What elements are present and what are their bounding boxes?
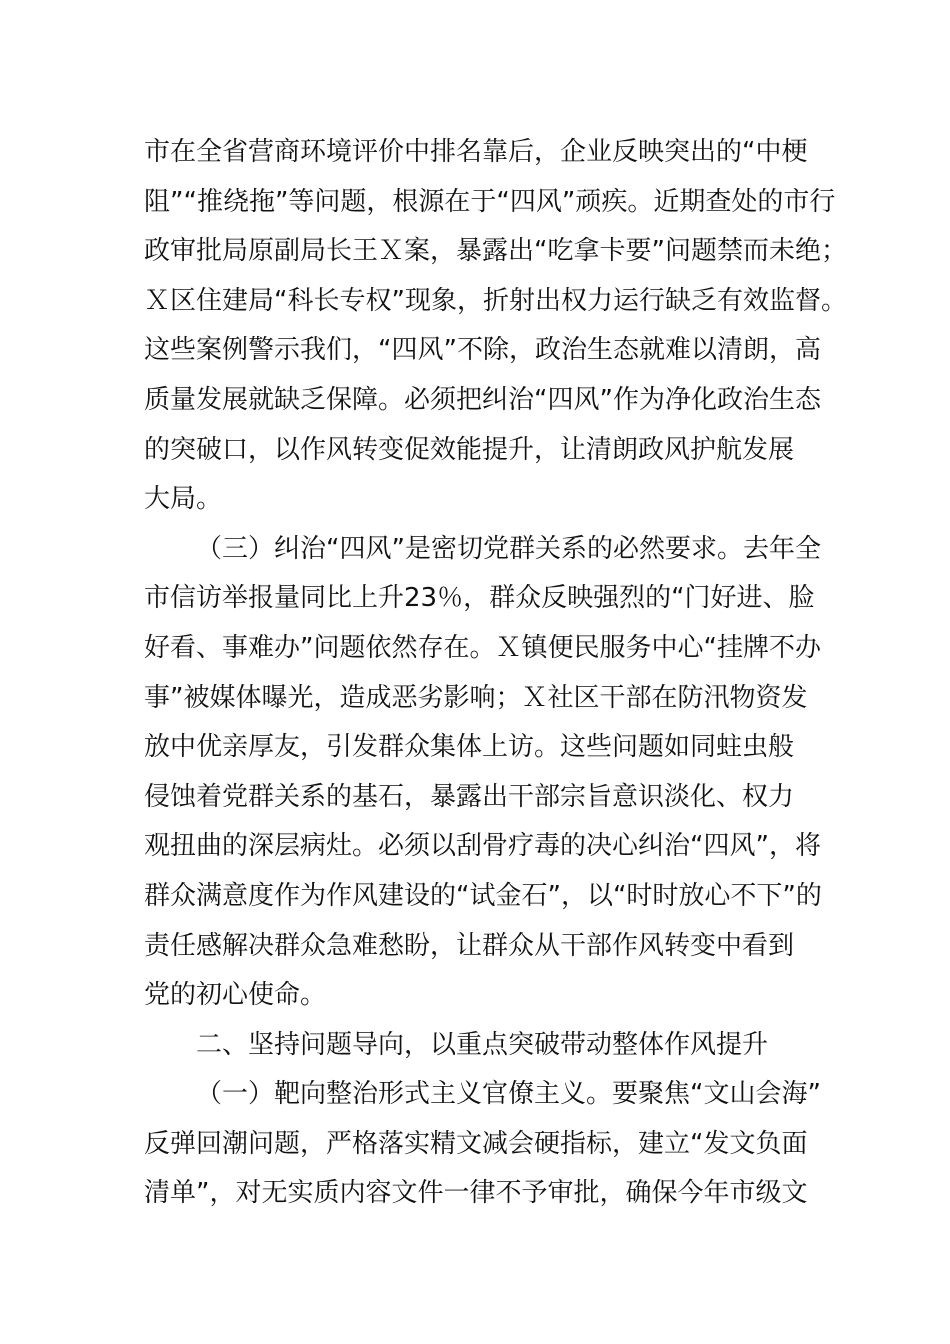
- text-line: 市信访举报量同比上升23％，群众反映强烈的“门好进、脸: [144, 583, 815, 614]
- text-line: 政审批局原副局长王Ｘ案，暴露出“吃拿卡要”问题禁而未绝；: [144, 236, 847, 267]
- text-line: 反弹回潮问题，严格落实精文减会硬指标，建立“发文负面: [144, 1128, 808, 1159]
- text-line: 清单”，对无实质内容文件一律不予审批，确保今年市级文: [144, 1178, 808, 1209]
- text-line: 大局。: [144, 484, 223, 515]
- text-line: 事”被媒体曝光，造成恶劣影响；Ｘ社区干部在防汛物资发: [144, 682, 808, 713]
- text-line: 好看、事难办”问题依然存在。Ｘ镇便民服务中心“挂牌不办: [144, 632, 821, 663]
- text-line: 放中优亲厚友，引发群众集体上访。这些问题如同蛀虫般: [144, 732, 795, 763]
- text-line: 观扭曲的深层病灶。必须以刮骨疗毒的决心纠治“四风”，将: [144, 831, 821, 862]
- text-line: 阻”“推绕拖”等问题，根源在于“四风”顽疾。近期查处的市行: [144, 186, 836, 217]
- document-body: [144, 128, 847, 1219]
- text-line: 群众满意度作为作风建设的“试金石”，以“时时放心不下”的: [144, 880, 822, 911]
- text-line: （三）纠治“四风”是密切党群关系的必然要求。去年全: [196, 533, 821, 564]
- text-line: 二、坚持问题导向，以重点突破带动整体作风提升: [196, 1029, 769, 1060]
- text-line: 党的初心使命。: [144, 980, 327, 1011]
- text-line: （一）靶向整治形式主义官僚主义。要聚焦“文山会海”: [196, 1079, 821, 1110]
- text-line: 的突破口，以作风转变促效能提升，让清朗政风护航发展: [144, 434, 795, 465]
- text-line: 质量发展就缺乏保障。必须把纠治“四风”作为净化政治生态: [144, 384, 821, 415]
- text-line: 侵蚀着党群关系的基石，暴露出干部宗旨意识淡化、权力: [144, 781, 795, 812]
- text-line: 这些案例警示我们，“四风”不除，政治生态就难以清朗，高: [144, 335, 821, 366]
- text-line: 责任感解决群众急难愁盼，让群众从干部作风转变中看到: [144, 930, 795, 961]
- text-line: 市在全省营商环境评价中排名靠后，企业反映突出的“中梗: [144, 137, 808, 167]
- text-line: Ｘ区住建局“科长专权”现象，折射出权力运行缺乏有效监督。: [144, 285, 847, 316]
